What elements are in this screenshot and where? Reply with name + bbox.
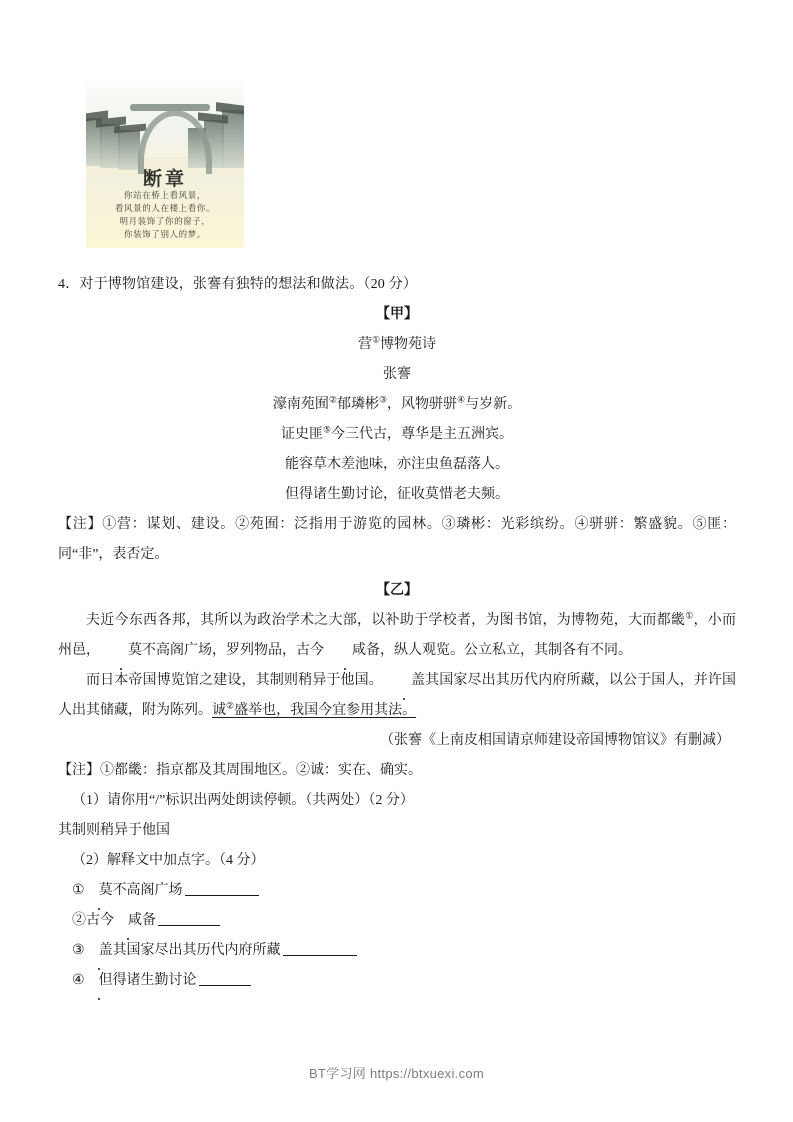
poem-poster-image bbox=[86, 80, 244, 248]
poster-poem-line: 明月装饰了你的窗子， bbox=[119, 217, 211, 227]
footnote-marker: ⑤ bbox=[322, 424, 332, 435]
footer-watermark: BT学习网 https://btxuexi.com bbox=[308, 1066, 485, 1081]
body-text: 而日本帝国博览馆之建设，其制则稍异于他国。 bbox=[86, 673, 383, 688]
poem-text: 濠南苑囿 bbox=[272, 397, 329, 412]
footnote-marker: ② bbox=[328, 394, 337, 405]
poem-author: 张謇 bbox=[383, 367, 411, 382]
item-text: 不高阁广场 bbox=[112, 883, 183, 898]
poem-line-3: 能容草木差池味，亦注虫鱼磊落人。 bbox=[285, 457, 509, 472]
answer-blank[interactable] bbox=[283, 955, 357, 956]
yi-paragraph-1 bbox=[58, 606, 736, 666]
poster-title: 断章 bbox=[142, 168, 187, 190]
poster-canvas bbox=[86, 80, 244, 248]
sub-question-2-item-3 bbox=[58, 936, 736, 966]
item-number: ③ bbox=[72, 943, 85, 958]
body-text: 不高阁广场，罗列物品，古今 bbox=[142, 643, 324, 658]
poem-text: 郁璘彬 bbox=[336, 397, 379, 412]
poster-poem-line: 你站在桥上看风景， bbox=[124, 191, 206, 201]
item-text: 古今 bbox=[86, 913, 114, 928]
emphasis-dot-char: 莫 bbox=[100, 636, 142, 666]
body-text: 备，纵人观览。公立私立，其制各有不同。 bbox=[366, 643, 632, 658]
yi-paragraph-2 bbox=[58, 666, 736, 726]
emphasis-dot-char: 咸 bbox=[114, 906, 142, 936]
emphasis-dot-char: 莫 bbox=[85, 876, 113, 906]
sub-question-2-prompt: （2）解释文中加点字。（4 分） bbox=[72, 853, 265, 868]
source-attribution: （张謇《上南皮相国请京师建设帝国博物馆议》有删减） bbox=[380, 733, 730, 748]
footnote-marker: ① bbox=[685, 610, 694, 621]
poem-title-footnote-marker: ① bbox=[371, 334, 381, 345]
body-text: ，小而州邑， bbox=[58, 613, 736, 658]
item-number: ① bbox=[72, 883, 85, 898]
body-text: 诚 bbox=[212, 703, 226, 718]
poem-text: ，风物骈骈 bbox=[387, 397, 458, 412]
emphasis-dot-char: 盖 bbox=[85, 936, 113, 966]
emphasis-dot-char: 盖 bbox=[383, 666, 425, 696]
poem-line-1 bbox=[58, 390, 736, 420]
footnote-marker: ④ bbox=[457, 394, 466, 405]
item-text: 备 bbox=[142, 913, 156, 928]
item-number: ④ bbox=[72, 973, 85, 988]
sub-question-2-item-2 bbox=[58, 906, 736, 936]
poem-title bbox=[58, 330, 736, 360]
emphasis-dot-char: 但 bbox=[85, 966, 113, 996]
body-text: 夫近今东西各邦，其所以为政治学术之大部，以补助于学校者，为图书馆，为博物苑，大而都畿 bbox=[86, 613, 686, 628]
poem-line-2 bbox=[58, 420, 736, 450]
poem-text: 证史匪 bbox=[280, 427, 323, 442]
poem-text: 今三代古，尊华是主五洲宾。 bbox=[331, 427, 514, 442]
footnote-marker: ② bbox=[226, 700, 235, 711]
body-text: 盛举也，我国今宜参用其法。 bbox=[234, 703, 417, 718]
section-label-yi: 【乙】 bbox=[376, 583, 418, 598]
item-text: 得诸生勤讨论 bbox=[112, 973, 197, 988]
item-text: 其国家尽出其历代内府所藏 bbox=[112, 943, 281, 958]
poem-title-prefix: 营 bbox=[357, 337, 372, 352]
sub-question-1-answer-line[interactable]: 其制则稍异于他国 bbox=[58, 823, 170, 838]
note-jia: 【注】①营：谋划、建设。②苑囿：泛指用于游览的园林。③璘彬：光彩缤纷。④骈骈：繁盛貌。⑤匪：同“非”，表否定。 bbox=[58, 517, 736, 562]
poster-poem-lines bbox=[86, 190, 244, 242]
answer-blank[interactable] bbox=[185, 895, 259, 896]
document-content bbox=[58, 80, 736, 996]
section-label-jia: 【甲】 bbox=[376, 307, 418, 322]
poem-text: 与岁新。 bbox=[465, 397, 522, 412]
poem-title-rest: 博物苑诗 bbox=[380, 337, 437, 352]
poster-poem-line: 看风景的人在楼上看你。 bbox=[114, 204, 216, 214]
underlined-sentence bbox=[212, 700, 417, 718]
sub-question-2-item-1 bbox=[58, 876, 736, 906]
answer-blank[interactable] bbox=[199, 985, 251, 986]
question-4-stem: 4．对于博物馆建设，张謇有独特的想法和做法。（20 分） bbox=[58, 277, 418, 292]
item-number: ② bbox=[72, 913, 86, 928]
emphasis-dot-char: 咸 bbox=[324, 636, 366, 666]
poster-poem-line: 你装饰了别人的梦。 bbox=[124, 230, 206, 240]
note-yi: 【注】①都畿：指京都及其周围地区。②诚：实在、确实。 bbox=[58, 763, 422, 778]
poem-line-4: 但得诸生勤讨论，征收莫惜老夫频。 bbox=[285, 487, 509, 502]
sub-question-2-item-4 bbox=[58, 966, 736, 996]
answer-blank[interactable] bbox=[158, 925, 220, 926]
sub-question-1-prompt: （1）请你用“/”标识出两处朗读停顿。（共两处）（2 分） bbox=[72, 793, 414, 808]
footnote-marker: ③ bbox=[378, 394, 388, 405]
body-text: 其国家尽出其历代内府所藏，以公于国人，并许国人出其储藏，附为陈列。 bbox=[58, 673, 737, 718]
